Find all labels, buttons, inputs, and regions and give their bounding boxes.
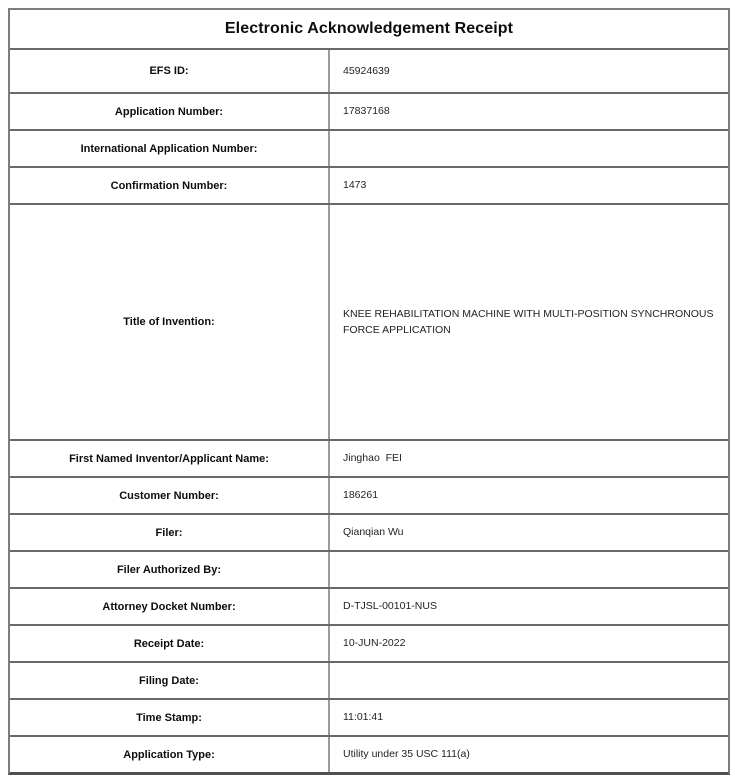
table-row-attorney-docket-number [10,587,728,624]
international-application-number-label: International Application Number: [10,131,330,166]
application-number-label: Application Number: [10,94,330,129]
table-row-filer-authorized-by [10,550,728,587]
acknowledgement-receipt-table [8,8,730,775]
efs-id-value: 45924639 [343,64,390,77]
table-row-receipt-date [10,624,728,661]
filer-label: Filer: [10,515,330,550]
filing-date-label: Filing Date: [10,663,330,698]
table-row-filer [10,513,728,550]
title-of-invention-value: KNEE REHABILITATION MACHINE WITH MULTI-POSITION SYNCHRONOUS FORCE APPLICATION [343,307,717,336]
first-named-inventor-value: Jinghao FEI [343,452,402,465]
confirmation-number-label: Confirmation Number: [10,168,330,203]
filer-authorized-by-label: Filer Authorized By: [10,552,330,587]
receipt-header-row [10,10,728,48]
table-row-international-application-number [10,129,728,166]
time-stamp-label: Time Stamp: [10,700,330,735]
application-number-value: 17837168 [343,105,390,118]
confirmation-number-value: 1473 [343,179,367,192]
table-row-filing-date [10,661,728,698]
attorney-docket-number-label: Attorney Docket Number: [10,589,330,624]
filer-value: Qianqian Wu [343,526,404,539]
table-row-time-stamp [10,698,728,735]
customer-number-label: Customer Number: [10,478,330,513]
receipt-date-value: 10-JUN-2022 [343,637,406,650]
international-application-number-value [330,131,728,166]
table-row-confirmation-number [10,166,728,203]
first-named-inventor-label: First Named Inventor/Applicant Name: [10,441,330,476]
receipt-date-label: Receipt Date: [10,626,330,661]
page-title: Electronic Acknowledgement Receipt [224,20,514,37]
table-row-customer-number [10,476,728,513]
table-row-efs-id [10,48,728,92]
attorney-docket-number-value: D-TJSL-00101-NUS [343,600,437,613]
table-row-application-type [10,735,728,772]
application-type-value: Utility under 35 USC 111(a) [343,748,470,761]
customer-number-value: 186261 [343,489,379,502]
efs-id-label: EFS ID: [10,50,330,92]
table-row-application-number [10,92,728,129]
filing-date-value [330,663,728,698]
time-stamp-value: 11:01:41 [343,711,384,724]
table-row-title-of-invention [10,203,728,439]
table-row-first-named-inventor [10,439,728,476]
title-of-invention-label: Title of Invention: [10,205,330,439]
application-type-label: Application Type: [10,737,330,772]
filer-authorized-by-value [330,552,728,587]
